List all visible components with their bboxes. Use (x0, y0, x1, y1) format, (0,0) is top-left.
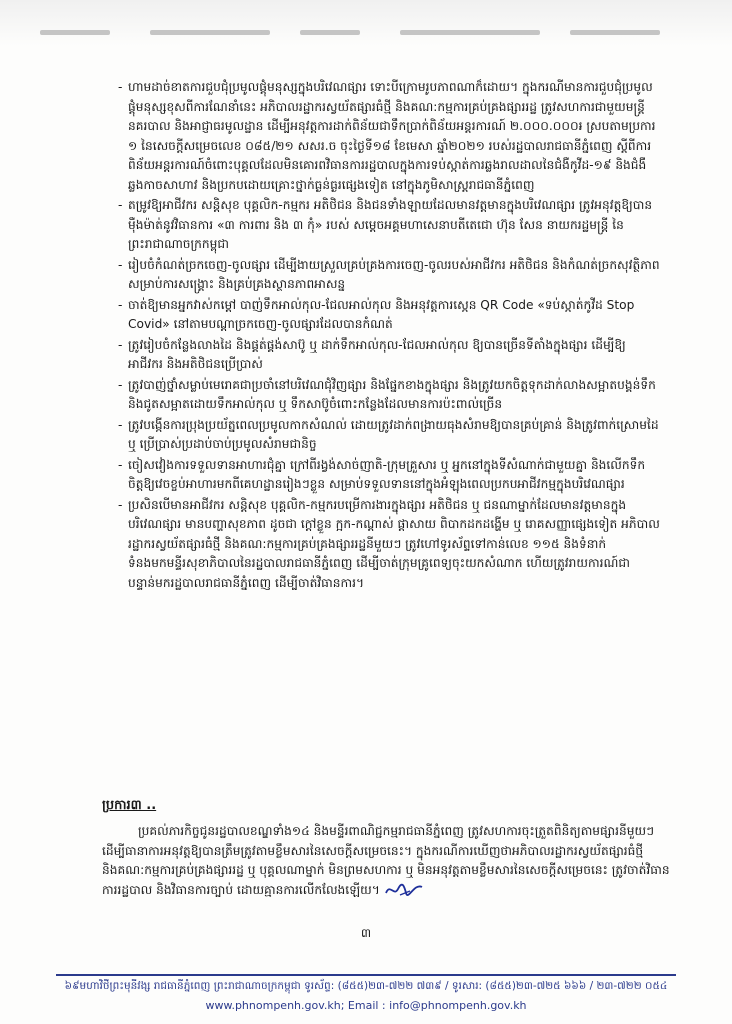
bullet-gathering-ban: - ហាមដាច់ខាតការជួបជុំប្រមូលផ្តុំមនុស្សក្នុងបរិវេណផ្សារ ទោះបីក្រោមរូបភាពណាក៏ដោយ។ ក្នុងករណីមានការជួបជុំប្រមូលផ្តុំមនុស្សខុសពីការណែនាំនេះ អភិបាលរដ្ឋាករស្វយ័តផ្សារធំថ្មី និងគណ:កម្មការគ្រប់គ្រងផ្សាររដ្ឋ ត្រូវសហការជាមួយមន្ត្រីនគរបាល និងអាជ្ញាធរមូលដ្ឋាន ដើម្បីអនុវត្តការដាក់ពិន័យជាទឹកប្រាក់ពិន័យអន្តរការណ៍ ២.០០០.០០០៛ ស្របតាមប្រការ ១ នៃសេចក្តីសម្រេចលេខ ០៨៥/២១ សសរ.ច ចុះថ្ងៃទី១៨ ខែមេសា ឆ្នាំ២០២១ របស់រដ្ឋបាលរាជធានីភ្នំពេញ ស្តីពីការពិន័យអន្តរការណ៍ចំពោះបុគ្គលដែលមិនគោរពវិធានការរដ្ឋបាលក្នុងការទប់ស្កាត់ការឆ្លងរាលដាលនៃជំងឺកូវីដ-១៩ និងជំងឺឆ្លងកាចសាហាវ និងប្រកបដោយគ្រោះថ្នាក់ធ្ងន់ធ្ងរផ្សេងទៀត នៅក្នុងភូមិសាស្ត្ររាជធានីភ្នំពេញ (118, 78, 660, 195)
article-3-body (102, 822, 672, 900)
signature-initial-icon (384, 881, 424, 899)
bullet-handwash: - ត្រូវរៀបចំកន្លែងលាងដៃ និងផ្គត់ផ្គង់សាប៊ូ ឬ ដាក់ទឹកអាល់កុល-ជែលអាល់កុល ឱ្យបានច្រើនទីតាំងក្នុងផ្សារ ដើម្បីឱ្យអាជីវករ និងអតិថិជនប្រើប្រាស់ (118, 336, 660, 375)
bullet-symptoms: - ប្រសិនបើមានអាជីវករ សន្តិសុខ បុគ្គលិក-កម្មករបម្រើការងារក្នុងផ្សារ អតិថិជន ឬ ជនណាម្នាក់ដែលមានវត្តមានក្នុងបរិវេណផ្សារ មានបញ្ហាសុខភាព ដូចជា ក្តៅខ្លួន ក្អក-កណ្តាស់ ផ្តាសាយ ពិបាកដកដង្ហើម ឬ រោគសញ្ញាផ្សេងទៀត អភិបាលរដ្ឋាករស្វយ័តផ្សារធំថ្មី និងគណ:កម្មការគ្រប់គ្រងផ្សាររដ្ឋនីមួយៗ ត្រូវហៅទូរស័ព្ទទៅកាន់លេខ ១១៥ និងទំនាក់ទំនងមកមន្ទីរសុខាភិបាលនៃរដ្ឋបាលរាជធានីភ្នំពេញ ដើម្បីចាត់ក្រុមគ្រូពេទ្យចុះយកសំណាក ហើយត្រូវរាយការណ៍ជាបន្ទាន់មករដ្ឋបាលរាជធានីភ្នំពេញ ដើម្បីចាត់វិធានការ។ (118, 496, 660, 594)
bullet-entry-exit: - រៀបចំកំណត់ច្រកចេញ-ចូលផ្សារ ដើម្បីងាយស្រួលគ្រប់គ្រងការចេញ-ចូលរបស់អាជីវករ អតិថិជន និងកំណត់ច្រកសុវត្ថិភាពសម្រាប់ការសង្គ្រោះ និងគ្រប់គ្រងស្ថានភាពអាសន្ន (118, 256, 660, 295)
page-number: ៣ (360, 926, 372, 940)
bullet-temperature-qr: - ចាត់ឱ្យមានអ្នកវាស់កម្តៅ បាញ់ទឹកអាល់កុល-ជែលអាល់កុល និងអនុវត្តការស្កេន QR Code «ទប់ស្កាត់កូវីដ Stop Covid» នៅតាមបណ្តាច្រកចេញ-ចូលផ្សារដែលបានកំណត់ (118, 296, 660, 335)
footer-divider (56, 974, 676, 976)
article-3-text: ប្រគល់ភារកិច្ចជូនរដ្ឋបាលខណ្ឌទាំង១៤ និងមន្ទីរពាណិជ្ជកម្មរាជធានីភ្នំពេញ ត្រូវសហការចុះត្រួតពិនិត្យតាមផ្សារនីមួយៗ ដើម្បីធានាការអនុវត្តឱ្យបានត្រឹមត្រូវតាមខ្លឹមសារនៃសេចក្តីសម្រេចនេះ។ ក្នុងករណីការឃើញថាអភិបាលរដ្ឋាករស្វយ័តផ្សារធំថ្មី និងគណ:កម្មការគ្រប់គ្រងផ្សាររដ្ឋ ឬ បុគ្គលណាម្នាក់ មិនព្រមសហការ ឬ មិនអនុវត្តតាមខ្លឹមសារនៃសេចក្តីសម្រេចនេះ ត្រូវចាត់វិធានការរដ្ឋបាល និងវិធានការច្បាប់ ដោយគ្មានការលើកលែងឡើយ។ (102, 824, 670, 897)
bullet-three-protects: - តម្រូវឱ្យអាជីវករ សន្តិសុខ បុគ្គលិក-កម្មករ អតិថិជន និងជនទាំងឡាយដែលមានវត្តមានក្នុងបរិវេណផ្សារ ត្រូវអនុវត្តឱ្យបានម៉ឺងម៉ាត់នូវវិធានការ «៣ ការពារ និង ៣ កុំ» របស់ សម្តេចអគ្គមហាសេនាបតីតេជោ ហ៊ុន សែន នាយករដ្ឋមន្ត្រី នៃព្រះរាជាណាចក្រកម្ពុជា (118, 196, 660, 255)
footer-address: ៦៩មហាវិថីព្រះមុនីវង្ស រាជធានីភ្នំពេញ ព្រះរាជាណាចក្រកម្ពុជា ទូរស័ព្ទ: (៨៥៥)២៣-៧២២ ៧៣៩ / ទូរសារ: (៨៥៥)២៣-៧២៥ ៦៦៦ / ២៣-៧២២ ០៥៤ (64, 980, 668, 992)
footer-web-email: www.phnompenh.gov.kh; Email : info@phnompenh.gov.kh (205, 999, 527, 1012)
article-3-heading: ប្រការ៣ .. (102, 798, 157, 813)
bullet-disinfection: - ត្រូវបាញ់ថ្នាំសម្លាប់មេរោគជាប្រចាំនៅបរិវេណជុំវិញផ្សារ និងផ្នែកខាងក្នុងផ្សារ និងត្រូវយកចិត្តទុកដាក់លាងសម្អាតបង្គន់ទឹក និងជូតសម្អាតដោយទឹកអាល់កុល ឬ ទឹកសាប៊ូចំពោះកន្លែងដែលមានការប៉ះពាល់ច្រើន (118, 376, 660, 415)
cut-off-header-fragments (40, 30, 680, 40)
bullet-list (118, 78, 660, 594)
bullet-waste: - ត្រូវបង្កើនការប្រុងប្រយ័ត្នពេលប្រមូលកាកសំណល់ ដោយត្រូវដាក់ពង្រាយធុងសំរាមឱ្យបានគ្រប់គ្រាន់ និងត្រូវពាក់ស្រោមដៃ ឬ ប្រើប្រាស់ប្រដាប់ចាប់ប្រមូលសំរាមជានិច្ច (118, 416, 660, 455)
bullet-meals: - ចៀសវៀងការទទួលទានអាហារជុំគ្នា ក្រៅពីរង្វង់សាច់ញាតិ-ក្រុមគ្រួសារ ឬ អ្នកនៅក្នុងទីសំណាក់ជាមួយគ្នា និងលើកទឹកចិត្តឱ្យវេចខ្ចប់អាហារមកពីគេហដ្ឋានរៀងៗខ្លួន សម្រាប់ទទួលទាននៅក្នុងអំឡុងពេលប្រកបអាជីវកម្មក្នុងបរិវេណផ្សារ (118, 456, 660, 495)
